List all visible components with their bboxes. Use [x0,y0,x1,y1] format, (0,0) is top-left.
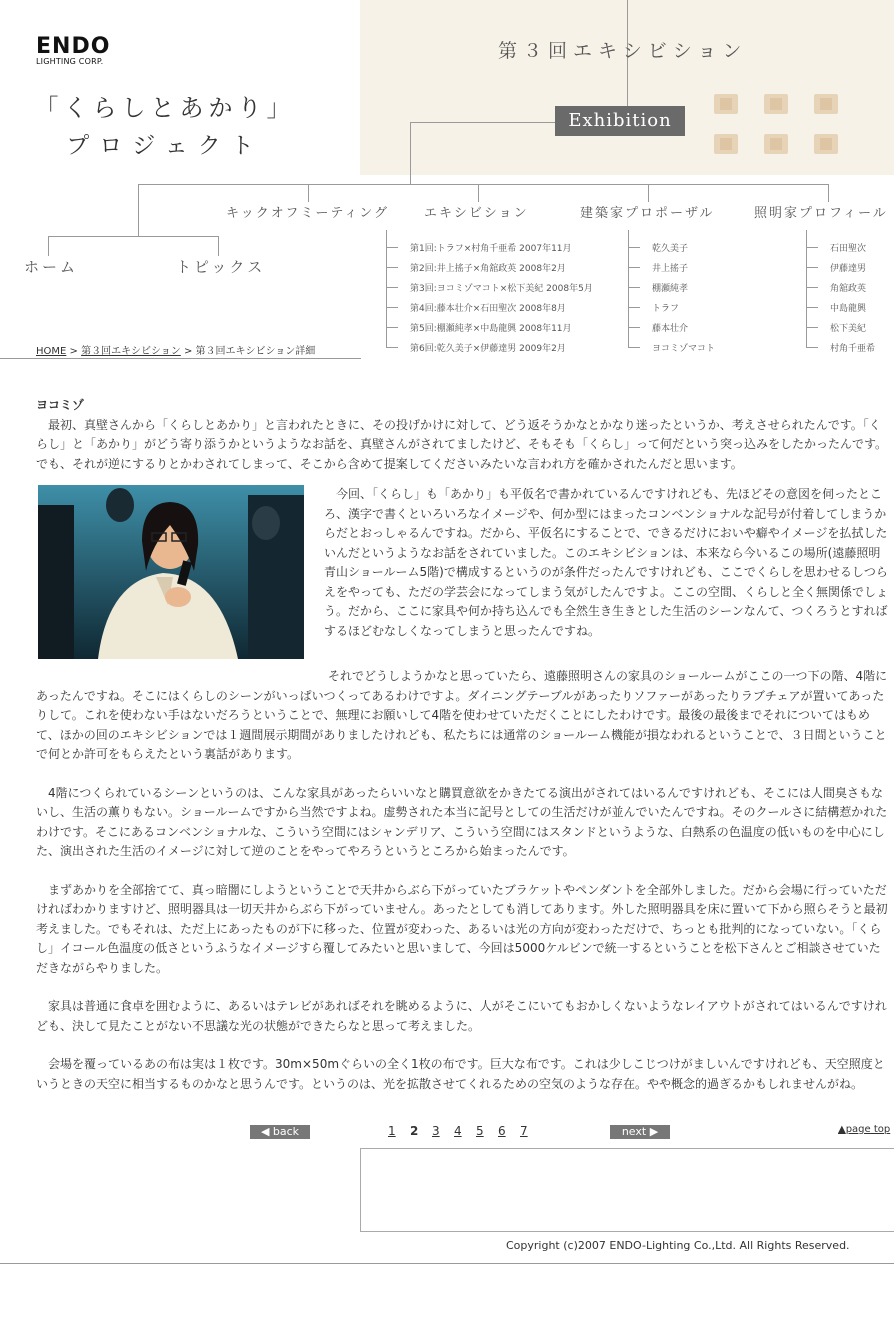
decor-square [764,134,788,154]
lighting-item-5[interactable]: 松下美紀 [830,324,867,334]
tree-line [478,184,479,202]
breadcrumb-underline [0,358,361,359]
breadcrumb-separator: > [66,346,82,357]
copyright-text: Copyright (c)2007 ENDO-Lighting Co.,Ltd. All Rights Reserved. [506,1239,850,1252]
page-link-4[interactable]: 4 [454,1124,462,1138]
lighting-item-4[interactable]: 中島龍興 [830,304,867,314]
list-tick [806,327,818,328]
tree-line [828,184,829,202]
list-tick [628,267,640,268]
decor-square [814,94,838,114]
architect-item-1[interactable]: 乾久美子 [652,244,689,254]
project-title-line2: プロジェクト [66,133,264,159]
architect-item-6[interactable]: ヨコミゾマコト [652,344,716,354]
lighting-item-3[interactable]: 角舘政英 [830,284,867,294]
chevron-left-circle-icon: ◀ [260,1125,270,1138]
tree-line [218,236,219,256]
article-paragraph: 今回、「くらし」も「あかり」も平仮名で書かれているんですけれども、先ほどその意図を伺ったところ、漢字で書くといろいろなイメージや、何か型にはまったコンベンショナルな記号が付着してしまうからだとおっしゃるんですね。だから、平仮名にすることで、できるだけにおいや癖やイメージを払拭したいんだというようなお話をされていました。このエキシビションは、本来なら今いるこの場所(遠藤照明青山ショールーム5階)で構成するというのが条件だったんですけれども、ここでくらしを思わせるしつらえをやっても、ただの学芸会になってしまう気がしたんですよ。ここの空間、くらしと全く無関係でしょう。だから、ここに家具や何か持ち込んでも全然生き生きとした生活のシーンなんて、つくろうとすればするほどむなしくなってしまうと思ったんですね。 [324,487,889,638]
decor-square [814,134,838,154]
speaker-photo-illustration [38,485,304,659]
list-tick [806,287,818,288]
architect-item-5[interactable]: 藤本壮介 [652,324,689,334]
tree-line [410,122,555,123]
nav-home[interactable]: ホーム [24,258,79,276]
chevron-right-circle-icon: ▶ [649,1125,659,1138]
nav-topics[interactable]: トピックス [176,258,266,276]
page-link-3[interactable]: 3 [432,1124,440,1138]
list-tick [806,247,818,248]
list-tick [628,347,640,348]
triangle-up-icon: ▲ [838,1124,846,1135]
architect-item-4[interactable]: トラフ [652,304,680,314]
exhibition-badge: Exhibition [555,106,685,136]
breadcrumb-current: 第３回エキシビション詳細 [195,346,316,357]
project-title [30,88,300,160]
lighting-item-1[interactable]: 石田聖次 [830,244,867,254]
breadcrumb-separator: > [180,346,196,357]
next-label: next [621,1125,647,1138]
list-tick [628,287,640,288]
tree-line [138,184,139,236]
article-paragraph: 家具は普通に食卓を囲むように、あるいはテレビがあればそれを眺めるように、人がそこにいてもおかしくないようなレイアウトがされてはいるんですけれども、決して見たことがない不思議な光の状態ができたらなと思って考えました。 [36,999,887,1033]
back-label: back [272,1125,300,1138]
lighting-item-2[interactable]: 伊藤達男 [830,264,867,274]
list-tick [806,267,818,268]
article-paragraph: まずあかりを全部捨てて、真っ暗闇にしようということで天井からぶら下がっていたブラケットやペンダントを全部外しました。だから会場に行っていただければわかりますけど、照明器具は一切天井からぶら下がっていません。あったとしても消してあります。外した照明器具を床に置いて下から照らそうと最初考えました。でもそれは、ただ上にあったものが下に移った、位置が変わった、あるいは光の方向が変わっただけで、ちっとも批判的になっていない。「くらし」イコール色温度の低さというふうなイメージすら覆してみたいと思いまして、今回は5000ケルビンで統一するということを松下さんとご相談させていただきながらやりました。 [36,882,888,975]
exhibition-item-3[interactable]: 第3回:ヨコミゾマコト×松下美紀 2008年5月 [410,284,593,294]
speaker-photo [38,485,304,659]
logo-sub-text: LIGHTING CORP. [36,57,104,66]
breadcrumb-exhibition[interactable]: 第３回エキシビション [81,346,181,357]
page-link-6[interactable]: 6 [498,1124,506,1138]
breadcrumb [36,342,315,357]
nav-lighting[interactable]: 照明家プロフィール [754,206,888,221]
exhibition-item-6[interactable]: 第6回:乾久美子×伊藤達男 2009年2月 [410,344,566,354]
logo-main-text: ENDO [36,34,111,59]
exhibition-item-4[interactable]: 第4回:藤本壮介×石田聖次 2008年8月 [410,304,566,314]
hero-title: 第３回エキシビション [498,40,748,62]
nav-kickoff[interactable]: キックオフミーティング [226,206,390,221]
page-top-label: page top [845,1124,891,1135]
article-paragraph: 会場を覆っているあの布は実は１枚です。30m×50mぐらいの全く1枚の布です。巨大な布です。これは少しこじつけがましいんですけれども、天空照度というときの天空に相当するものかなと思うんです。というのは、光を拡散させてくれるための空気のような存在。やや概念的過ぎるかもしれませんがね。 [36,1057,885,1091]
list-tick [386,247,398,248]
list-tick [386,267,398,268]
breadcrumb-home[interactable]: HOME [36,346,67,357]
list-tick [628,247,640,248]
list-tick [628,327,640,328]
pagination [0,1124,894,1142]
article-body [36,396,888,1113]
decor-square [714,94,738,114]
exhibition-item-5[interactable]: 第5回:棚瀬純孝×中島龍興 2008年11月 [410,324,572,334]
exhibition-item-1[interactable]: 第1回:トラフ×村角千亜希 2007年11月 [410,244,572,254]
list-tick [386,287,398,288]
page-top-link[interactable] [838,1124,890,1135]
tree-line [410,122,411,184]
decor-square [714,134,738,154]
tree-line [48,236,219,237]
list-tick [386,327,398,328]
lighting-item-6[interactable]: 村角千亜希 [830,344,876,354]
next-button[interactable] [610,1125,670,1139]
nav-architects[interactable]: 建築家プロポーザル [580,206,715,221]
list-tick [806,347,818,348]
page-link-5[interactable]: 5 [476,1124,484,1138]
list-tick [386,347,398,348]
tree-line [48,236,49,256]
endo-logo[interactable] [36,34,146,66]
speaker-name: ヨコミゾ [36,398,85,412]
tree-line [648,184,649,202]
page-link-1[interactable]: 1 [388,1124,396,1138]
page-link-7[interactable]: 7 [520,1124,528,1138]
article-paragraph: それでどうしようかなと思っていたら、遠藤照明さんの家具のショールームがここの一つ下の階、4階にあったんですね。そこにはくらしのシーンがいっぱいつくってあるわけですよ。ダイニングテーブルがあったりソファーがあったりラブチェアが置いてあったりして。これを使わない手はないだろうということで、無理にお願いして4階を使わせていただくことにしたわけです。最後の最後までそれについてはもめて、ほかの回のエキシビションでは１週間展示期間がありましたけれども、私たちには通常のショールーム機能が損なわれるということで、３日間ということで何とか許可をもらえたという裏話があります。 [36,669,888,761]
exhibition-item-2[interactable]: 第2回:井上搖子×角舘政英 2008年2月 [410,264,566,274]
footer-line [0,1263,894,1264]
nav-exhibition[interactable]: エキシビション [424,206,529,221]
back-button[interactable] [250,1125,310,1139]
article-paragraph: 4階につくられているシーンというのは、こんな家具があったらいいなと購買意欲をかきたてる演出がされてはいるんですけれども、そこには人間臭さもないし、生活の薫りもない。ショールームですから当然ですよね。虚勢された本当に記号としての生活だけが並んでいたんですね。そのクールさに結構惹かれたわけです。そこにあるコンベンショナルな、こういう空間にはシャンデリア、こういう空間にはスタンドというような、白熱系の色温度の低いものを中心にした、演出された生活のイメージに対して逆のことをやってやろうというところから始まったんです。 [36,785,888,858]
list-tick [386,307,398,308]
project-title-line1: 「くらしとあかり」 [34,94,296,122]
footer-box [360,1148,894,1232]
article-paragraph: 最初、真壁さんから「くらしとあかり」と言われたときに、その投げかけに対して、どう返そうかなとかなり迷ったというか、考えさせられたんです。「くらし」と「あかり」がどう寄り添うかというようなお話を、真壁さんがされてましたけど、そもそも「くらし」って何だという突っ込みをしたかったんです。でも、それが逆にするりとかわされてしまって、そこから含めて提案してくださいみたいな言われ方を確かされたんだと思います。 [36,417,888,471]
list-tick [628,307,640,308]
list-tick [806,307,818,308]
architect-item-2[interactable]: 井上搖子 [652,264,689,274]
architect-item-3[interactable]: 棚瀬純孝 [652,284,689,294]
tree-line [308,184,309,202]
decor-square [764,94,788,114]
tree-line [138,184,828,185]
page-current-2: 2 [410,1124,419,1138]
